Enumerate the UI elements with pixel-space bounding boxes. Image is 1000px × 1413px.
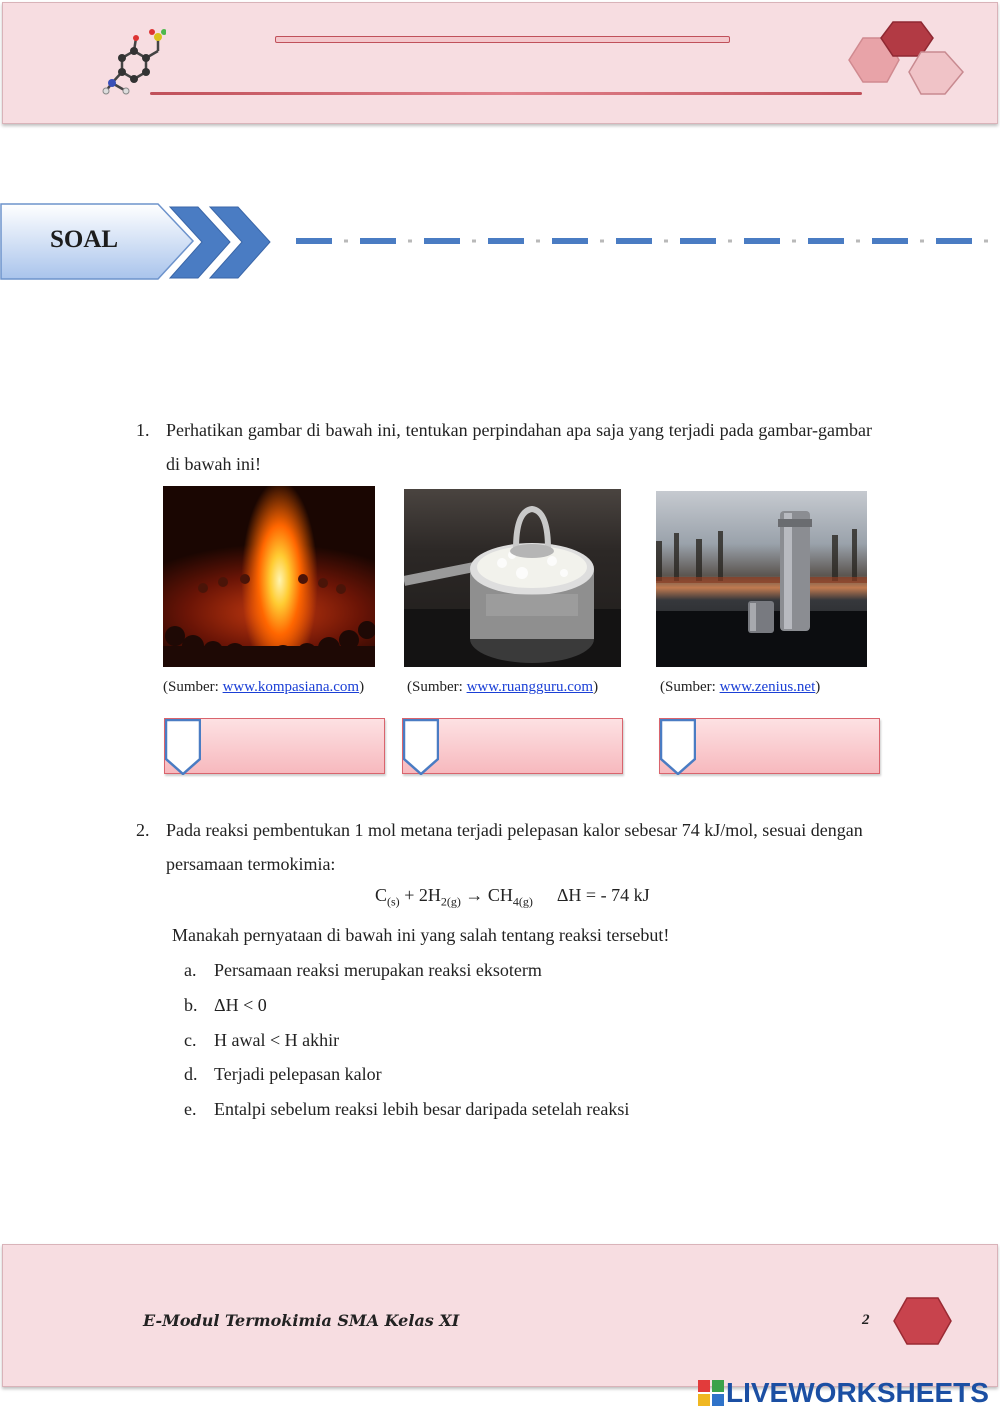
page-number: 2 (862, 1312, 870, 1328)
liveworksheets-logo (698, 1380, 724, 1408)
answer-field-1[interactable] (164, 718, 385, 774)
campfire-photo (163, 486, 375, 667)
question-2-text: Pada reaksi pembentukan 1 mol metana terjadi pelepasan kalor sebesar 74 kJ/mol, sesuai dengan persamaan termokimia: (166, 820, 863, 874)
hexagon-cluster-icon (835, 20, 970, 100)
bookmark-tag-icon (660, 719, 696, 775)
question-2-number: 2. (136, 820, 150, 840)
question-1-text: Perhatikan gambar di bawah ini, tentukan perpindahan apa saja yang terjadi pada gambar-gambar di bawah ini! (166, 420, 872, 474)
option-letter: d. (184, 1064, 198, 1084)
thermochemical-equation: $C_{(s)} + 2H_{2(g)} \to CH_{4(g)}$ ΔH = - 74 kJ (375, 885, 650, 909)
option-letter: e. (184, 1099, 197, 1119)
answer-field-3[interactable] (659, 718, 880, 774)
molecule-icon (102, 28, 166, 98)
option-letter: c. (184, 1030, 197, 1050)
bookmark-tag-icon (403, 719, 439, 775)
option-text: Terjadi pelepasan kalor (214, 1064, 382, 1084)
answer-field-2[interactable] (402, 718, 623, 774)
thermos-photo (656, 491, 867, 667)
option-text: Entalpi sebelum reaksi lebih besar daripada setelah reaksi (214, 1099, 630, 1119)
boiling-pot-photo (404, 489, 621, 667)
hexagon-icon (893, 1296, 952, 1346)
question-1-number: 1. (136, 420, 150, 440)
source-link-zenius[interactable]: www.zenius.net (719, 679, 816, 695)
option-text: ΔH < 0 (214, 995, 267, 1015)
option-text: H awal < H akhir (214, 1030, 340, 1050)
image-caption-1: (Sumber: www.kompasiana.com) (163, 679, 365, 695)
footer-title: E-Modul Termokimia SMA Kelas XI (143, 1311, 460, 1330)
image-caption-3: (Sumber: www.zenius.net) (660, 679, 821, 695)
header-rule-bottom (150, 92, 862, 95)
double-chevron-icon (168, 205, 273, 280)
source-link-kompasiana[interactable]: www.kompasiana.com (222, 679, 360, 695)
option-text: Persamaan reaksi merupakan reaksi eksoterm (214, 960, 542, 980)
source-link-ruangguru[interactable]: www.ruangguru.com (466, 679, 594, 695)
option-letter: b. (184, 995, 198, 1015)
header-rule-top (275, 36, 730, 43)
section-label: SOAL (50, 226, 119, 253)
image-caption-2: (Sumber: www.ruangguru.com) (407, 679, 599, 695)
watermark-text: LIVEWORKSHEETS (726, 1377, 989, 1408)
question-2-prompt: Manakah pernyataan di bawah ini yang salah tentang reaksi tersebut! (172, 925, 670, 945)
section-divider (296, 237, 996, 245)
bookmark-tag-icon (165, 719, 201, 775)
option-letter: a. (184, 960, 197, 980)
